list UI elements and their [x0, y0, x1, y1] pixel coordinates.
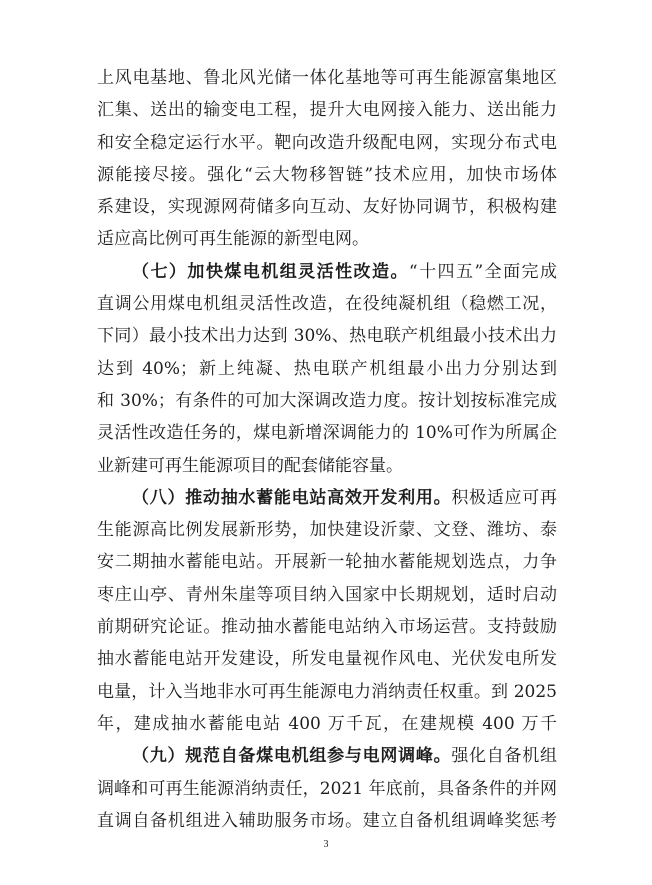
text-line: 直调公用煤电机组灵活性改造，在役纯凝机组（稳燃工况，	[97, 294, 557, 315]
text-line: 调峰和可再生能源消纳责任，2021 年底前，具备条件的并网	[97, 778, 557, 799]
text-run: 强化自备机组	[451, 746, 557, 767]
text-line: 直调自备机组进入辅助服务市场。建立自备机组调峰奖惩考	[97, 810, 557, 831]
text-line: 枣庄山亭、青州朱崖等项目纳入国家中长期规划，适时启动	[97, 584, 557, 605]
text-run: 积极适应可再	[451, 487, 557, 508]
text-line: 系建设，实现源网荷储多向互动、友好协同调节，积极构建	[97, 197, 557, 218]
paragraph-first-line	[97, 256, 557, 288]
text-line: 抽水蓄能电站开发建设，所发电量视作风电、光伏发电所发	[97, 649, 557, 670]
paragraph-continuation	[97, 62, 557, 256]
document-body	[97, 62, 557, 837]
text-line: 下同）最小技术出力达到 30%、热电联产机组最小技术出力	[97, 326, 557, 347]
text-line: 达到 40%；新上纯凝、热电联产机组最小出力分别达到	[97, 358, 557, 379]
text-line: 上风电基地、鲁北风光储一体化基地等可再生能源富集地区	[97, 68, 557, 88]
section-heading: （八）推动抽水蓄能电站高效开发利用。	[132, 487, 452, 508]
paragraph-first-line	[97, 482, 557, 514]
text-run: “十四五”全面完成	[408, 261, 557, 282]
text-line: 汇集、送出的输变电工程，提升大电网接入能力、送出能力	[97, 100, 557, 121]
text-line: 源能接尽接。强化“云大物移智链”技术应用，加快市场体	[97, 164, 557, 185]
text-line: 和 30%；有条件的可加大深调改造力度。按计划按标准完成	[97, 390, 557, 411]
text-line: 和安全稳定运行水平。靶向改造升级配电网，实现分布式电	[97, 132, 557, 153]
paragraph-first-line	[97, 740, 557, 772]
section-heading: （七）加快煤电机组灵活性改造。	[132, 261, 409, 282]
paragraph-section-7	[97, 256, 557, 482]
text-line: 适应高比例可再生能源的新型电网。	[97, 229, 369, 250]
section-heading: （九）规范自备煤电机组参与电网调峰。	[132, 746, 452, 767]
page-number: 3	[323, 839, 329, 850]
text-line: 生能源高比例发展新形势，加快建设沂蒙、文登、潍坊、泰	[97, 520, 557, 541]
text-line: 电量，计入当地非水可再生能源电力消纳责任权重。到 2025	[97, 681, 557, 702]
text-line: 业新建可再生能源项目的配套储能容量。	[97, 455, 403, 476]
paragraph-section-9	[97, 740, 557, 837]
text-line: 年，建成抽水蓄能电站 400 万千瓦，在建规模 400 万千	[97, 713, 557, 734]
text-line: 前期研究论证。推动抽水蓄能电站纳入市场运营。支持鼓励	[97, 617, 557, 638]
text-line: 安二期抽水蓄能电站。开展新一轮抽水蓄能规划选点，力争	[97, 552, 557, 573]
text-line: 灵活性改造任务的，煤电新增深调能力的 10%可作为所属企	[97, 423, 557, 444]
paragraph-section-8	[97, 482, 557, 740]
